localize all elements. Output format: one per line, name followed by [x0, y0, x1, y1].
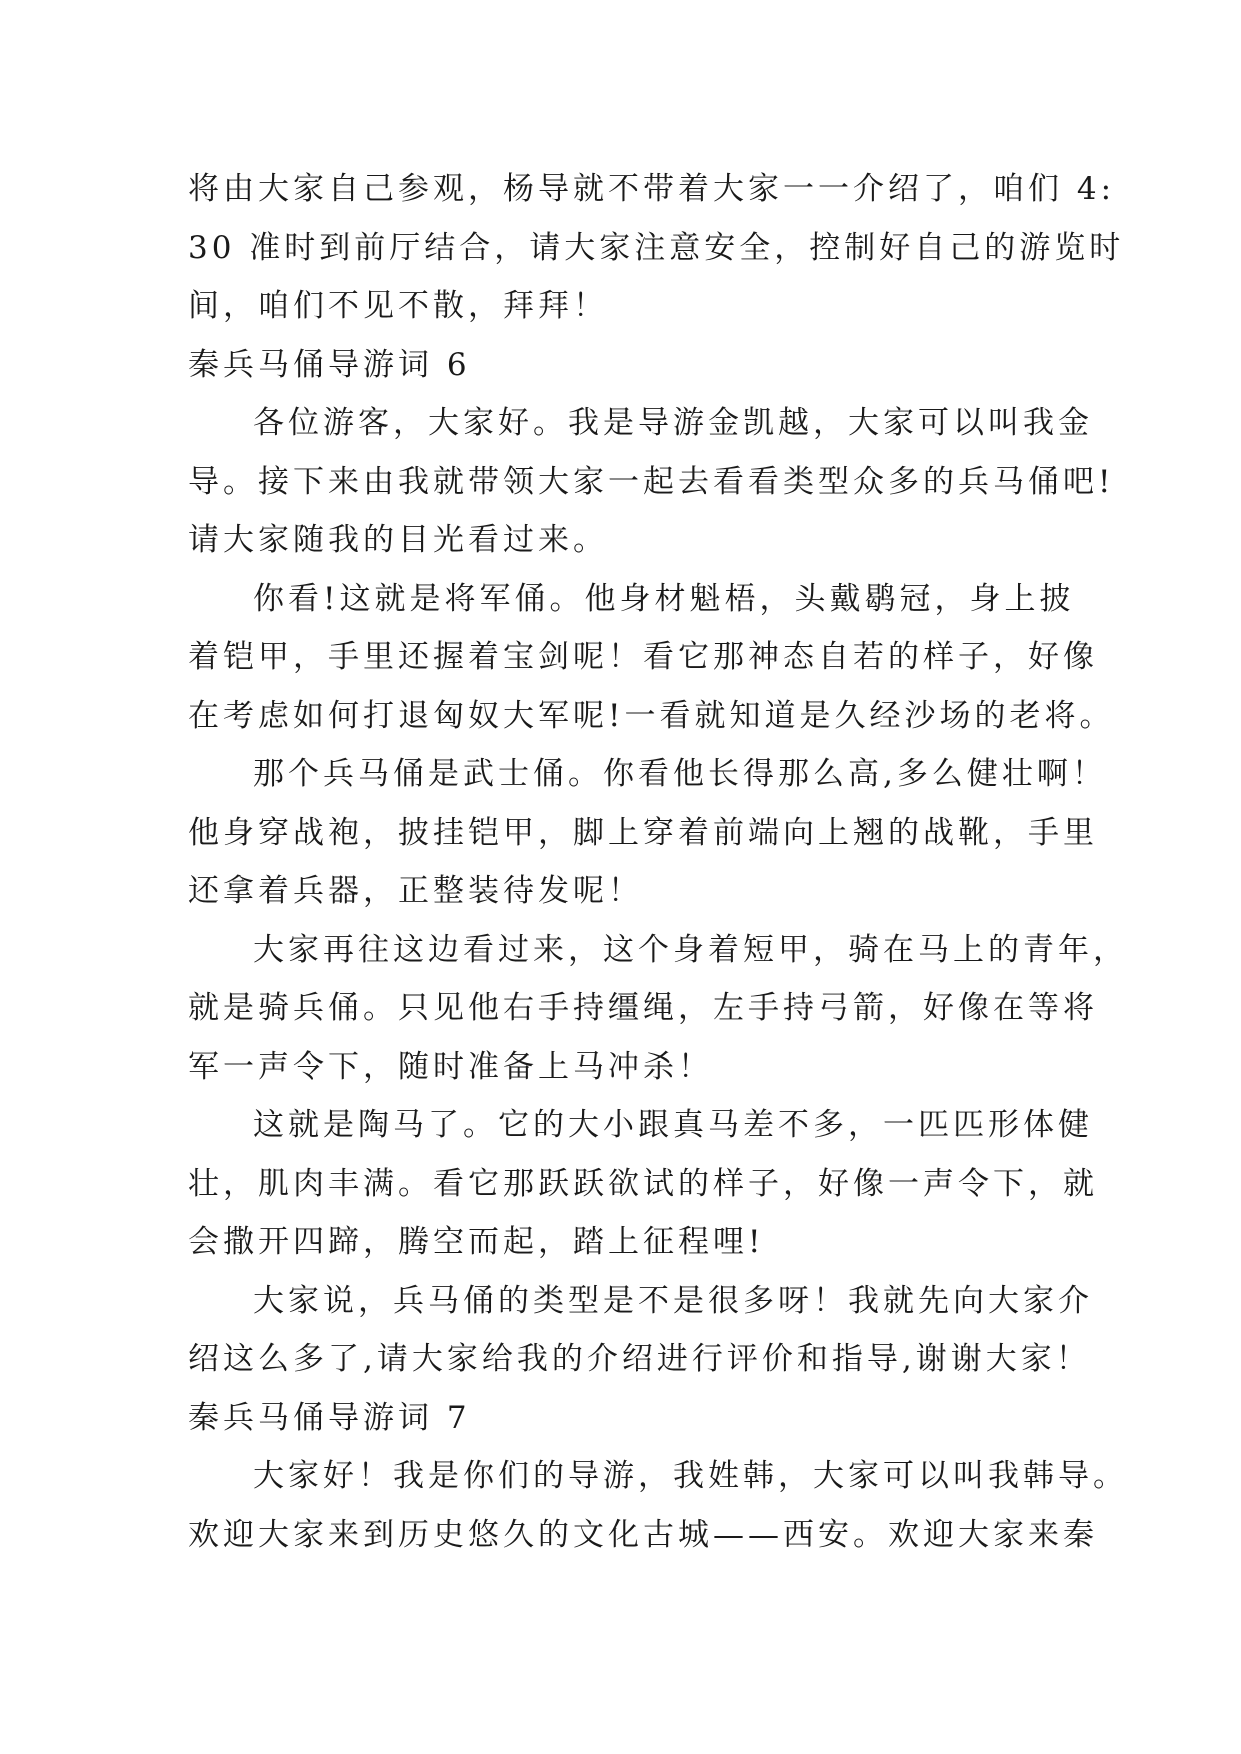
text-line: 导。接下来由我就带领大家一起去看看类型众多的兵马俑吧! — [188, 463, 1115, 500]
paragraph-start: 你看!这就是将军俑。他身材魁梧，头戴鹖冠，身上披 — [253, 580, 1075, 617]
paragraph-start: 这就是陶马了。它的大小跟真马差不多，一匹匹形体健 — [253, 1107, 1093, 1143]
paragraph-start: 大家再往这边看过来，这个身着短甲，骑在马上的青年， — [253, 931, 1128, 968]
text-line: 间，咱们不见不散，拜拜！ — [188, 288, 608, 324]
text-line: 欢迎大家来到历史悠久的文化古城——西安。欢迎大家来秦 — [188, 1516, 1098, 1553]
paragraph-start: 大家说，兵马俑的类型是不是很多呀！我就先向大家介 — [253, 1282, 1093, 1319]
text-line: 将由大家自己参观，杨导就不带着大家一一介绍了，咱们 4: — [188, 171, 1116, 207]
text-line: 30 准时到前厅结合，请大家注意安全，控制好自己的游览时 — [188, 229, 1125, 266]
text-line: 还拿着兵器，正整装待发呢！ — [188, 873, 643, 909]
text-line: 就是骑兵俑。只见他右手持缰绳，左手持弓箭，好像在等将 — [188, 990, 1098, 1026]
document-page — [188, 160, 1128, 1564]
paragraph-start: 大家好！我是你们的导游，我姓韩，大家可以叫我韩导。 — [253, 1458, 1128, 1494]
paragraph-start: 各位游客，大家好。我是导游金凯越，大家可以叫我金 — [253, 405, 1093, 441]
text-line: 在考虑如何打退匈奴大军呢!一看就知道是久经沙场的老将。 — [188, 697, 1115, 734]
section-heading: 秦兵马俑导游词 7 — [188, 1399, 471, 1436]
text-line: 绍这么多了,请大家给我的介绍进行评价和指导,谢谢大家！ — [188, 1341, 1091, 1377]
section-heading: 秦兵马俑导游词 6 — [188, 346, 471, 383]
text-line: 他身穿战袍，披挂铠甲，脚上穿着前端向上翘的战靴，手里 — [188, 814, 1098, 851]
text-line: 会撒开四蹄，腾空而起，踏上征程哩! — [188, 1224, 765, 1260]
text-line: 军一声令下，随时准备上马冲杀！ — [188, 1048, 713, 1085]
paragraph-start: 那个兵马俑是武士俑。你看他长得那么高,多么健壮啊！ — [253, 756, 1107, 792]
text-line: 请大家随我的目光看过来。 — [188, 522, 608, 558]
text-line: 着铠甲，手里还握着宝剑呢！看它那神态自若的样子，好像 — [188, 639, 1098, 675]
text-line: 壮，肌肉丰满。看它那跃跃欲试的样子，好像一声令下，就 — [188, 1165, 1098, 1202]
